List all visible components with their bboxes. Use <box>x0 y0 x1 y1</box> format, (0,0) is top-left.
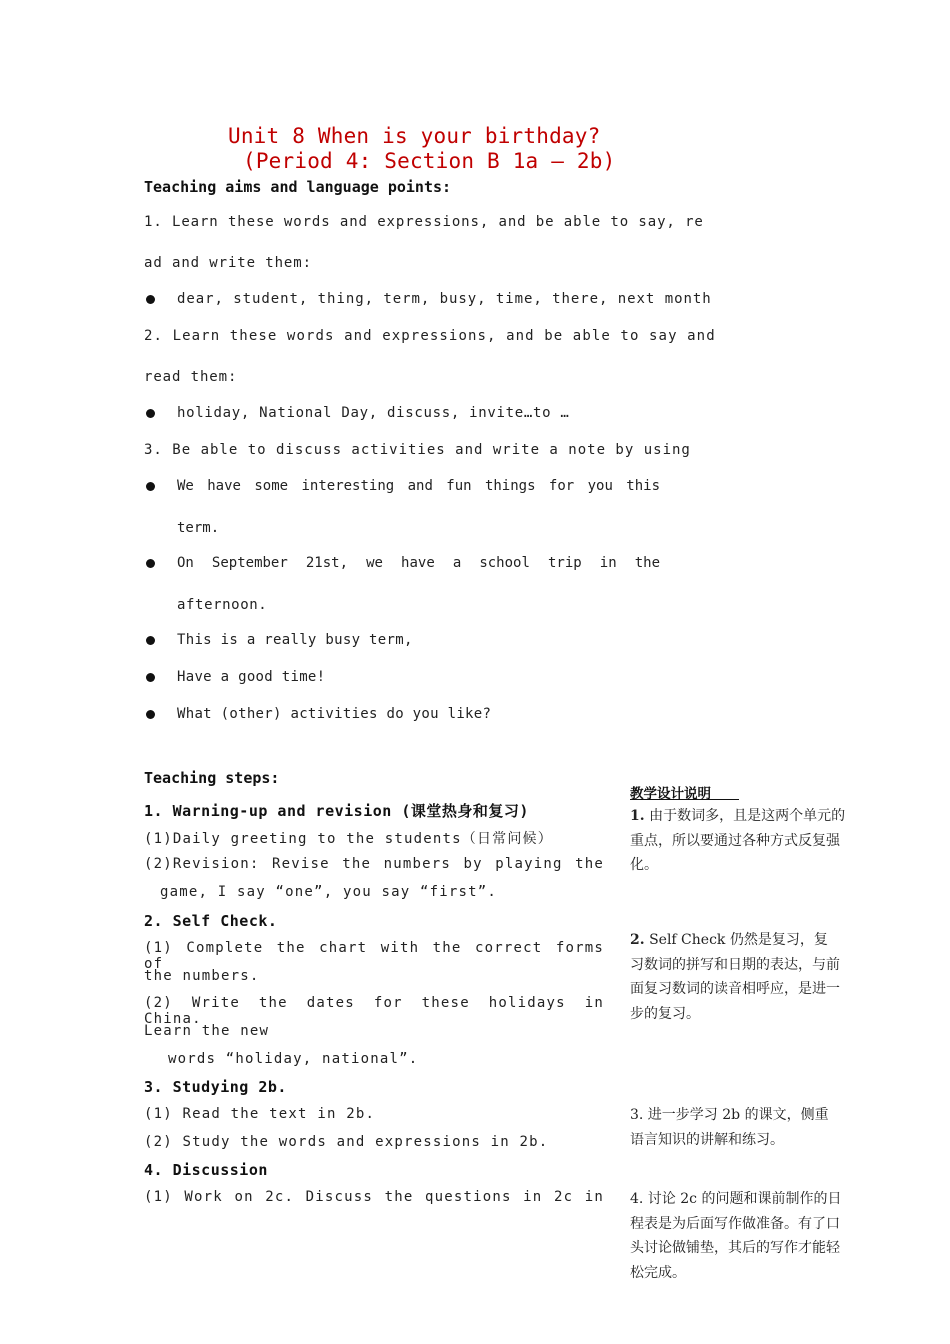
aim-2-line-1: 2. Learn these words and expressions, and be able to say and <box>144 328 716 344</box>
page-title: Unit 8 When is your birthday? <box>228 124 601 148</box>
step-2-item-1-line-2: the numbers. <box>144 968 260 984</box>
step-2-heading: 2. Self Check. <box>144 912 278 930</box>
aim-1-line-2: ad and write them: <box>144 255 312 271</box>
bullet-icon <box>146 710 155 719</box>
note-4: 4. 讨论 2c 的问题和课前制作的日程表是为后面写作做准备。有了口头讨论做铺垫，其后的写作才能轻松完成。 <box>630 1191 842 1281</box>
step-4-heading: 4. Discussion <box>144 1161 268 1179</box>
sentence-1-line-2: term. <box>177 520 220 536</box>
aim-1-word-list: dear, student, thing, term, busy, time, there, next month <box>177 291 712 307</box>
step-2-item-2-line-1: (2) Write the dates for these holidays in China. <box>144 995 604 1027</box>
bullet-icon <box>146 636 155 645</box>
sentence-4: Have a good time! <box>177 669 326 685</box>
sentence-5: What (other) activities do you like? <box>177 706 492 722</box>
aim-1-line-1: 1. Learn these words and expressions, and be able to say, re <box>144 214 704 230</box>
step-1-heading: 1. Warning-up and revision (课堂热身和复习) <box>144 802 529 820</box>
bullet-icon <box>146 409 155 418</box>
bullet-icon <box>146 482 155 491</box>
note-2-text: Self Check 仍然是复习，复习数词的拼写和日期的表达，与前面复习数词的读音相呼应，是进一步的复习。 <box>630 932 840 1022</box>
aim-2-line-2: read them: <box>144 369 238 385</box>
sentence-2-line-1: On September 21st, we have a school trip in the <box>177 555 660 571</box>
sentence-1-line-1: We have some interesting and fun things for you this <box>177 478 660 494</box>
bullet-icon <box>146 673 155 682</box>
note-3: 3. 进一步学习 2b 的课文，侧重语言知识的讲解和练习。 <box>630 1107 829 1148</box>
notes-heading: 教学设计说明 <box>630 782 739 802</box>
note-2 <box>630 928 840 1026</box>
step-3-item-1: (1) Read the text in 2b. <box>144 1106 376 1122</box>
step-3-item-2: (2) Study the words and expressions in 2b. <box>144 1134 549 1150</box>
step-4-item-1: (1) Work on 2c. Discuss the questions in 2c in <box>144 1189 604 1205</box>
steps-heading: Teaching steps: <box>144 769 280 787</box>
step-1-item-1: (1)Daily greeting to the students（日常问候） <box>144 831 553 847</box>
step-1-item-2-line-2: game, I say “one”, you say “first”. <box>160 884 498 900</box>
step-3-heading: 3. Studying 2b. <box>144 1078 287 1096</box>
aims-heading: Teaching aims and language points: <box>144 178 452 196</box>
step-2-item-1-line-1: (1) Complete the chart with the correct forms of <box>144 940 604 972</box>
note-1-number: 1. <box>630 808 645 824</box>
step-1-item-2-line-1: (2)Revision: Revise the numbers by playing the <box>144 856 604 872</box>
page-subtitle: (Period 4: Section B 1a – 2b) <box>243 149 616 173</box>
note-2-number: 2. <box>630 932 645 948</box>
bullet-icon <box>146 559 155 568</box>
step-2-item-2-line-3: words “holiday, national”. <box>168 1051 419 1067</box>
sentence-3: This is a really busy term, <box>177 632 413 648</box>
sentence-2-line-2: afternoon. <box>177 597 268 613</box>
aim-2-word-list: holiday, National Day, discuss, invite…to … <box>177 405 570 421</box>
note-1 <box>630 804 852 878</box>
step-2-item-2-line-2: Learn the new <box>144 1023 270 1039</box>
aim-3: 3. Be able to discuss activities and write a note by using <box>144 442 691 458</box>
bullet-icon <box>146 295 155 304</box>
note-1-text: 由于数词多，且是这两个单元的重点，所以要通过各种方式反复强化。 <box>630 808 846 873</box>
